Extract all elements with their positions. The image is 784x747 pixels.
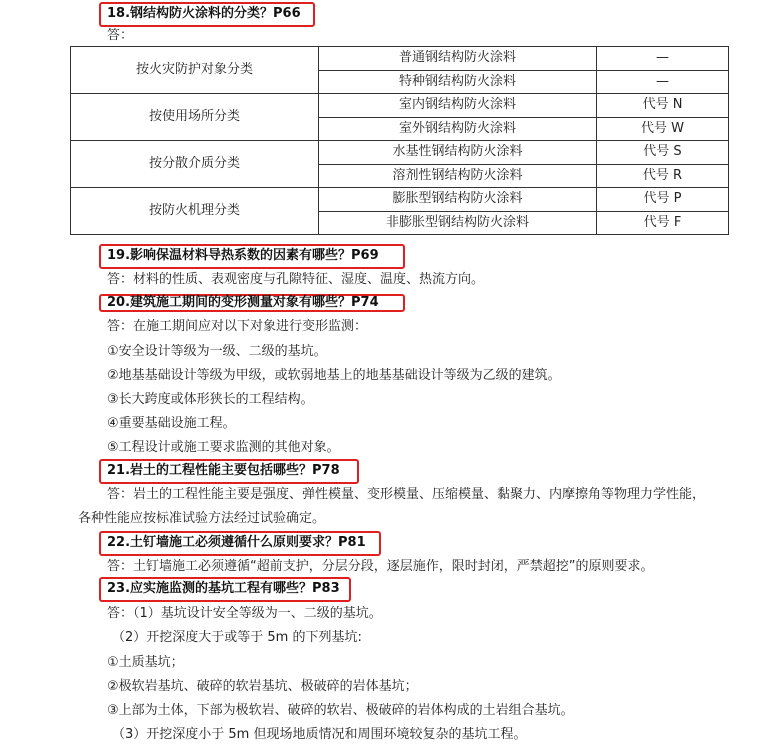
table-cell: — (597, 70, 729, 94)
table-cell: 特种钢结构防火涂料 (319, 70, 597, 94)
table-cell: 非膨胀型钢结构防火涂料 (319, 211, 597, 235)
question-21-answer-continued: 各种性能应按标准试验方法经过试验确定。 (78, 511, 326, 526)
question-20-title: 20.建筑施工期间的变形测量对象有哪些？P74 (99, 294, 405, 312)
table-cell: 代号 S (597, 141, 729, 165)
question-23-answer-line: （3）开挖深度小于 5m 但现场地质情况和周围环境较复杂的基坑工程。 (112, 727, 527, 742)
table-category-cell: 按使用场所分类 (71, 94, 319, 141)
table-row (71, 188, 729, 212)
table-row (71, 94, 729, 118)
table-row (71, 141, 729, 165)
question-20-answer: 答：在施工期间应对以下对象进行变形监测： (107, 319, 368, 334)
table-category-cell: 按防火机理分类 (71, 188, 319, 235)
table-cell: 代号 W (597, 117, 729, 141)
question-23-answer-line: ①土质基坑； (107, 655, 184, 670)
table-category-cell: 按分散介质分类 (71, 141, 319, 188)
question-23-answer-line: ②极软岩基坑、破碎的软岩基坑、极破碎的岩体基坑； (107, 679, 418, 694)
question-23-answer-line: ③上部为土体，下部为极软岩、破碎的软岩、极破碎的岩体构成的土岩组合基坑。 (107, 703, 574, 718)
question-23-answer-line: 答：（1）基坑设计安全等级为一、二级的基坑。 (107, 606, 382, 621)
question-22-answer: 答：土钉墙施工必须遵循“超前支护，分层分段，逐层施作，限时封闭，严禁超挖”的原则要求。 (107, 559, 654, 574)
question-20-item: ④重要基础设施工程。 (107, 416, 236, 431)
table-row (71, 47, 729, 71)
question-18-answer-label: 答： (107, 28, 134, 43)
question-22-title: 22.土钉墙施工必须遵循什么原则要求？P81 (99, 531, 381, 556)
table-cell: 代号 P (597, 188, 729, 212)
question-20-item: ①安全设计等级为一级、二级的基坑。 (107, 344, 327, 359)
question-20-item: ②地基基础设计等级为甲级，或软弱地基上的地基基础设计等级为乙级的建筑。 (107, 368, 561, 383)
table-cell: 膨胀型钢结构防火涂料 (319, 188, 597, 212)
question-19-answer: 答：材料的性质、表观密度与孔隙特征、湿度、温度、热流方向。 (107, 272, 485, 287)
question-19-title: 19.影响保温材料导热系数的因素有哪些？P69 (99, 244, 405, 269)
question-20-item: ③长大跨度或体形狭长的工程结构。 (107, 392, 314, 407)
table-cell: 溶剂性钢结构防火涂料 (319, 164, 597, 188)
question-21-title: 21.岩土的工程性能主要包括哪些？P78 (99, 459, 359, 484)
table-cell: 代号 N (597, 94, 729, 118)
table-cell: — (597, 47, 729, 71)
question-21-answer: 答：岩土的工程性能主要是强度、弹性模量、变形模量、压缩模量、黏聚力、内摩擦角等物理力学性能， (107, 487, 706, 502)
table-cell: 水基性钢结构防火涂料 (319, 141, 597, 165)
question-18-title: 18.钢结构防火涂料的分类？P66 (99, 2, 315, 27)
table-cell: 代号 R (597, 164, 729, 188)
table-category-cell: 按火灾防护对象分类 (71, 47, 319, 94)
question-20-item: ⑤工程设计或施工要求监测的其他对象。 (107, 440, 340, 455)
table-cell: 室外钢结构防火涂料 (319, 117, 597, 141)
question-23-title: 23.应实施监测的基坑工程有哪些？P83 (99, 577, 351, 602)
table-cell: 代号 F (597, 211, 729, 235)
table-cell: 室内钢结构防火涂料 (319, 94, 597, 118)
fireproof-coating-classification-table (70, 46, 729, 235)
table-cell: 普通钢结构防火涂料 (319, 47, 597, 71)
question-23-answer-line: （2）开挖深度大于或等于 5m 的下列基坑: (112, 630, 362, 645)
